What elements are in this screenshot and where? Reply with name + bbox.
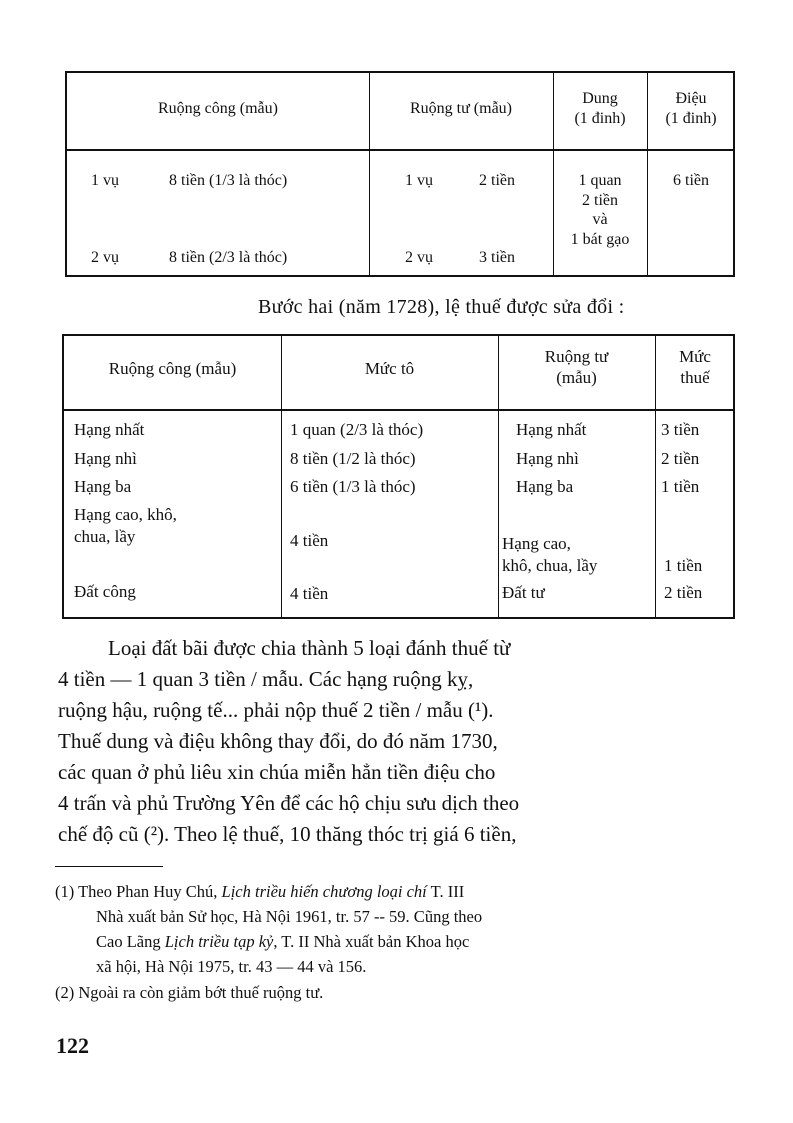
muc-to-cell: 4 tiền	[290, 531, 329, 550]
header-divider	[64, 409, 733, 411]
footnote-rule	[55, 866, 163, 867]
tu-vu-1: 1 vụ	[405, 172, 433, 189]
paragraph-line: 4 tiền — 1 quan 3 tiền / mẫu. Các hạng ruộng kỵ,	[58, 667, 474, 691]
footnote-text: T. III	[426, 882, 465, 901]
footnote-text: Theo Phan Huy Chú,	[78, 882, 222, 901]
footnote-1-line-4: xã hội, Hà Nội 1975, tr. 43 — 44 và 156.	[96, 957, 367, 976]
dung-line: 2 tiền	[582, 191, 618, 209]
ruong-cong-cell: Hạng nhất	[74, 420, 145, 439]
caption-text: Bước hai (năm 1728), lệ thuế được sửa đổi :	[258, 296, 625, 318]
ruong-tu-cell: Đất tư	[502, 583, 545, 602]
tax-table-step-one	[65, 71, 735, 277]
dieu-value: 6 tiền	[673, 172, 709, 189]
footnote-text: , T. II Nhà xuất bản Khoa học	[273, 932, 470, 951]
ruong-cong-cell: Hạng nhì	[74, 449, 137, 468]
header-divider	[67, 149, 733, 151]
paragraph-line: ruộng hậu, ruộng tế... phải nộp thuế 2 tiền / mẫu (¹).	[58, 698, 494, 722]
footnote-book-title: Lịch triều hiến chương loại chí	[221, 882, 427, 901]
paragraph-line: chế độ cũ (²). Theo lệ thuế, 10 thăng thóc trị giá 6 tiền,	[58, 822, 517, 846]
header-muc-thue	[655, 346, 735, 388]
ruong-tu-cell: khô, chua, lầy	[502, 556, 598, 575]
muc-thue-cell: 1 tiền	[661, 477, 700, 496]
dung-line: 1 bát gạo	[570, 230, 630, 248]
footnote-text: Cao Lãng	[96, 932, 165, 951]
muc-thue-cell: 3 tiền	[661, 420, 700, 439]
ruong-cong-cell: chua, lầy	[74, 527, 136, 546]
cong-value-2: 8 tiền (2/3 là thóc)	[169, 249, 288, 266]
paragraph-line: các quan ở phủ liêu xin chúa miễn hẳn tiền điệu cho	[58, 760, 496, 784]
header-ruong-tu-line1: Ruộng tư	[544, 347, 609, 366]
ruong-cong-cell: Hạng ba	[74, 477, 132, 496]
cong-value-1: 8 tiền (1/3 là thóc)	[169, 172, 288, 189]
tu-value-1: 2 tiền	[479, 172, 515, 189]
paragraph-line: 4 trấn và phủ Trường Yên để các hộ chịu sưu dịch theo	[58, 791, 520, 815]
tu-vu-2: 2 vụ	[405, 249, 433, 266]
header-ruong-cong: Ruộng công (mẫu)	[108, 359, 237, 378]
muc-thue-cell: 2 tiền	[661, 449, 700, 468]
header-dieu-line2: (1 đinh)	[665, 110, 717, 127]
ruong-tu-cell: Hạng cao,	[502, 534, 571, 553]
muc-to-cell: 1 quan (2/3 là thóc)	[290, 420, 424, 439]
muc-to-cell: 4 tiền	[290, 584, 329, 603]
cong-vu-2: 2 vụ	[91, 249, 119, 266]
header-ruong-cong: Ruộng công (mẫu)	[158, 100, 278, 117]
header-ruong-tu: Ruộng tư (mẫu)	[410, 100, 512, 117]
tax-table-step-two	[62, 334, 735, 619]
header-dieu-line1: Điệu	[675, 90, 707, 107]
header-dung	[553, 89, 647, 129]
muc-to-cell: 6 tiền (1/3 là thóc)	[290, 477, 416, 496]
header-muc-thue-line2: thuế	[680, 368, 710, 387]
dung-line: và	[592, 211, 608, 228]
header-ruong-tu-line2: (mẫu)	[556, 368, 597, 387]
table-caption	[258, 296, 625, 319]
header-muc-to: Mức tô	[364, 359, 415, 378]
ruong-cong-cell: Hạng cao, khô,	[74, 505, 177, 524]
cong-vu-1: 1 vụ	[91, 172, 119, 189]
header-dung-line2: (1 đinh)	[574, 110, 626, 127]
ruong-tu-cell: Hạng ba	[516, 477, 574, 496]
paragraph-line: Thuế dung và điệu không thay đổi, do đó năm 1730,	[58, 729, 498, 753]
page-number: 122	[56, 1033, 89, 1058]
ruong-tu-cell: Hạng nhất	[516, 420, 587, 439]
footnote-book-title: Lịch triều tạp kỷ	[164, 932, 274, 951]
header-dung-line1: Dung	[582, 90, 618, 107]
footnote-1-line-1	[55, 880, 464, 903]
paragraph-line: Loại đất bãi được chia thành 5 loại đánh thuế từ	[108, 636, 511, 660]
footnote-1-line-2: Nhà xuất bản Sử học, Hà Nội 1961, tr. 57 -- 59. Cũng theo	[96, 907, 483, 926]
muc-thue-cell: 2 tiền	[664, 583, 703, 602]
footnote-2: (2) Ngoài ra còn giảm bớt thuế ruộng tư.	[55, 983, 324, 1002]
muc-thue-cell: 1 tiền	[664, 556, 703, 575]
ruong-tu-cell: Hạng nhì	[516, 449, 579, 468]
dung-line: 1 quan	[578, 172, 622, 189]
muc-to-cell: 8 tiền (1/2 là thóc)	[290, 449, 416, 468]
header-dieu	[647, 89, 735, 129]
tu-value-2: 3 tiền	[479, 249, 515, 266]
header-muc-thue-line1: Mức	[679, 347, 711, 366]
ruong-cong-cell: Đất công	[74, 582, 136, 601]
dung-value	[553, 171, 647, 249]
header-ruong-tu	[498, 346, 655, 388]
footnote-marker: (1)	[55, 882, 75, 901]
footnote-1-line-3	[96, 930, 469, 953]
